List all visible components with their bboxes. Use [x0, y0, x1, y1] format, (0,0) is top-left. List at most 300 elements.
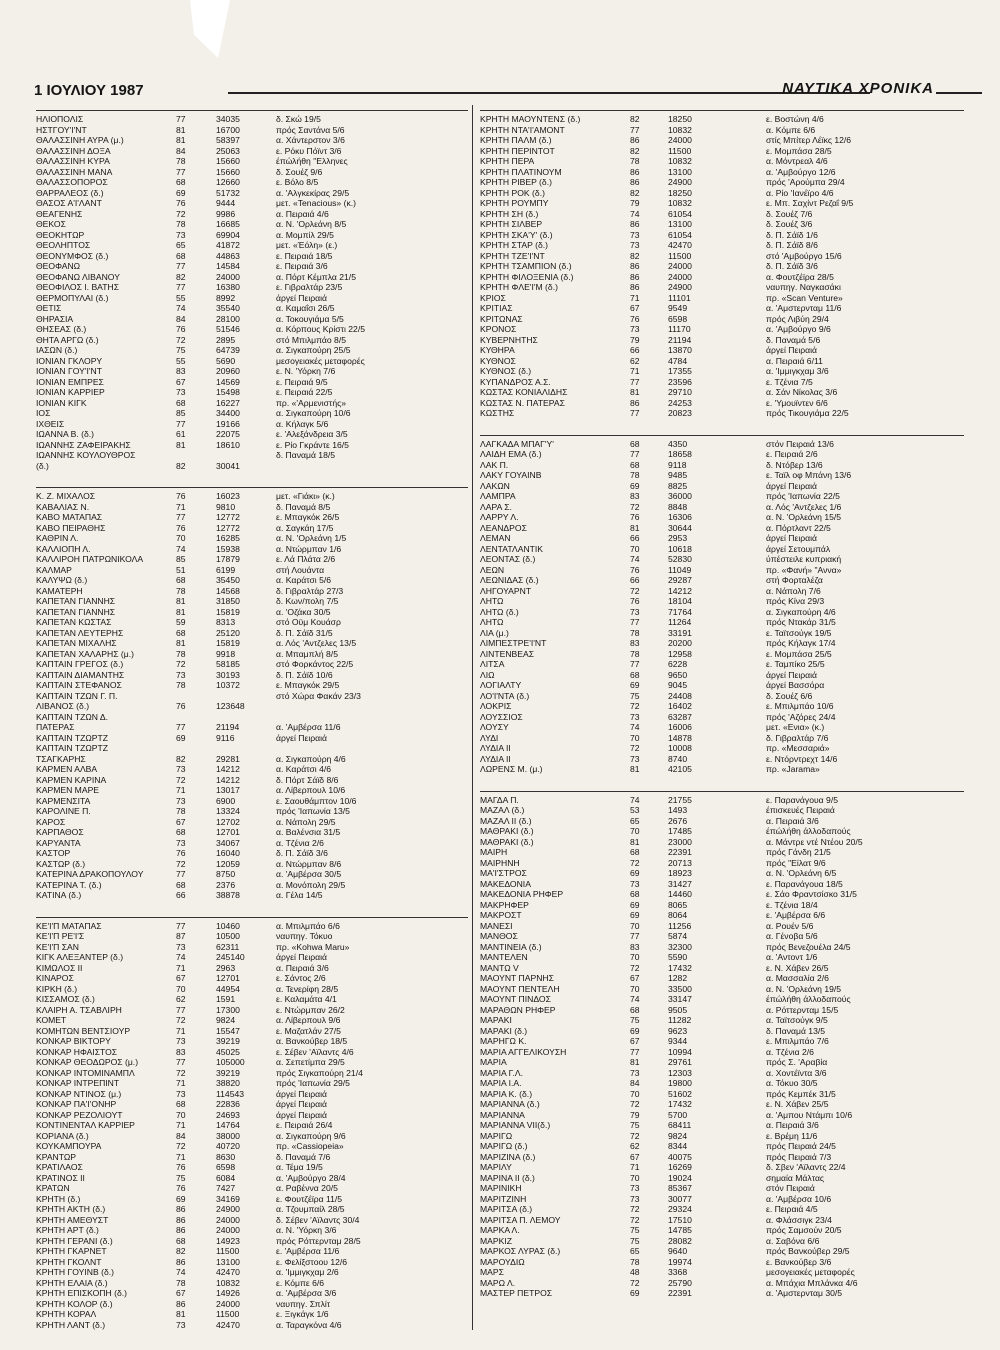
ship-row	[480, 649, 964, 660]
build-year: 70	[176, 1109, 186, 1120]
ship-row	[36, 869, 468, 880]
ship-name: ΚΡΗΤΗ ΓΕΡΑΝΙ (δ.)	[36, 1235, 113, 1246]
tonnage: 18923	[668, 868, 692, 878]
ship-row	[480, 963, 964, 974]
ship-row	[36, 230, 468, 241]
tonnage: 14212	[668, 585, 692, 596]
ship-status: ύπέστειλε κυπριακή	[766, 554, 842, 564]
ship-name: ΚΡΗΤΗ ΡΟΥΜΠΥ	[480, 198, 549, 208]
ship-row	[480, 146, 964, 157]
ship-name: ΜΑΡΑΘΩΝ ΡΗΦΕΡ	[480, 1004, 556, 1015]
build-year: 81	[176, 439, 186, 450]
ship-status: δ. Ντόβερ 13/6	[766, 459, 823, 470]
tonnage: 28082	[668, 1235, 692, 1246]
ship-row	[480, 387, 964, 398]
ship-status: α. Ντώρμπαν 8/6	[276, 858, 342, 869]
tonnage: 14926	[216, 1288, 240, 1298]
ship-row	[36, 659, 468, 670]
tonnage: 52830	[668, 554, 692, 564]
ship-name: ΚΡΗΤΗ ΚΟΡΑΛ	[36, 1309, 97, 1319]
tonnage: 13017	[216, 785, 240, 795]
ship-row	[480, 335, 964, 346]
ship-name: ΚΑΛΥΨΩ (δ.)	[36, 575, 88, 585]
tonnage: 8313	[216, 617, 236, 627]
ship-status: άργεί Σετουμπάλ	[766, 543, 831, 554]
ship-status: ε. Πειραιά 22/5	[276, 387, 333, 397]
ship-status: ε. Πειραιά 18/5	[276, 250, 333, 261]
tonnage: 6228	[668, 659, 688, 669]
ship-status: δ. Π. Σάϊδ 3/6	[276, 848, 328, 858]
ship-name: ΜΑΡΚΙΖ	[480, 1235, 512, 1246]
ship-row	[36, 586, 468, 597]
ship-status: α. Βανκούβερ 18/5	[276, 1036, 348, 1046]
ship-section	[480, 110, 964, 419]
ship-name: ΚΡΗΤΗ ΜΑΟΥΝΤΕΝΣ (δ.)	[480, 114, 581, 124]
ship-status: α. 'Αμβέρσα 30/5	[276, 869, 342, 879]
ship-row	[480, 188, 964, 199]
ship-row	[36, 240, 468, 251]
tonnage: 64739	[216, 345, 240, 355]
ship-row	[36, 796, 468, 807]
ship-name: ΛΥΔΙΑ ΙΙ	[480, 743, 511, 753]
ship-name: ΚΡΗΤΗ ΓΚΟΛΝΤ	[36, 1256, 102, 1267]
ship-status: ε. Λά Πλάτα 2/6	[276, 554, 336, 564]
ship-status: α. Μπάχια Μπλάνκα 4/6	[766, 1277, 858, 1288]
ship-status: πρός Σαμσούν 20/5	[766, 1225, 842, 1235]
tonnage: 24000	[216, 1225, 240, 1235]
ship-status: α. Γένοβα 5/6	[766, 931, 818, 941]
build-year: 51	[176, 564, 186, 575]
build-year: 74	[176, 543, 186, 554]
ship-row	[36, 303, 468, 314]
ship-row	[36, 817, 468, 828]
tonnage: 29287	[668, 575, 692, 585]
tonnage: 18658	[668, 449, 692, 459]
ship-status: α. Τέμα 19/5	[276, 1162, 323, 1172]
ship-section	[36, 917, 468, 1331]
ship-name: ΜΑΡΙΑ ΑΓΓΕΛΙΚΟΥΣΗ	[480, 1046, 567, 1057]
section-gap	[36, 901, 468, 917]
ship-row	[480, 617, 964, 628]
ship-status: δ. Σέβεν 'Αϊλαντς 30/4	[276, 1214, 360, 1225]
tonnage: 38000	[216, 1130, 240, 1141]
ship-row	[36, 544, 468, 555]
ship-row	[36, 387, 468, 398]
ship-status: ε. Καλαμάτα 4/1	[276, 994, 337, 1004]
ship-row	[36, 209, 468, 220]
build-year: 75	[630, 1120, 640, 1130]
ship-row	[36, 1257, 468, 1268]
ship-status: α. 'Αντοντ 1/6	[766, 952, 818, 962]
tonnage: 16700	[216, 124, 240, 135]
ship-row	[36, 984, 468, 995]
ship-status: ε. Βόλο 8/5	[276, 177, 319, 187]
build-year: 69	[630, 680, 640, 690]
ship-row	[36, 1099, 468, 1110]
ship-name: ΗΣΤΓΟΥ'Ι'ΝΤ	[36, 124, 87, 135]
build-year: 81	[630, 522, 640, 533]
tonnage: 14212	[216, 774, 240, 785]
ship-status: ε. Φελίξστοου 12/6	[276, 1256, 348, 1267]
tonnage: 10832	[668, 156, 692, 166]
tonnage: 21194	[668, 334, 692, 345]
tonnage: 16269	[668, 1162, 692, 1172]
ship-name: ΛΙΤΣΑ	[480, 659, 505, 669]
ship-row	[480, 408, 964, 419]
section-gap	[480, 775, 964, 791]
build-year: 72	[630, 1130, 640, 1141]
tonnage: 29324	[668, 1204, 692, 1214]
ship-name: ΛΑΓΚΑΔΑ ΜΠΑΓ'Υ'	[480, 438, 554, 449]
ship-name: ΛΑΚΩΝ	[480, 480, 510, 491]
ship-status: δ. Παναμά 8/5	[276, 501, 331, 512]
ship-name: ΙΟΝΙΑΝ ΓΟΥ'Ι'ΝΤ	[36, 366, 102, 376]
ship-name: ΜΑΡΙΤΖΙΝΗ	[480, 1193, 527, 1204]
ship-name: ΙΟΣ	[36, 408, 51, 418]
ship-name: ΜΑΓΔΑ Π.	[480, 794, 519, 805]
ship-row	[480, 1183, 964, 1194]
ship-status: δ. Σουέζ 6/6	[766, 690, 813, 701]
build-year: 73	[176, 1088, 186, 1099]
build-year: 71	[176, 1120, 186, 1130]
ship-status: ε. Πειραιά 3/6	[276, 261, 328, 271]
build-year: 74	[630, 722, 640, 732]
tonnage: 19800	[668, 1078, 692, 1088]
build-year: 62	[630, 1141, 640, 1151]
ship-status: α. Κόρπους Κρίστι 22/5	[276, 324, 365, 334]
ship-status: α. Ν. 'Ορλεάνη 19/5	[766, 983, 842, 994]
ship-name: ΚΡΗΤΗ ΦΙΛΟΞΕΝΙΑ (δ.)	[480, 271, 574, 282]
tonnage: 12303	[668, 1067, 692, 1078]
ship-name: ΜΑ'Ι'ΣΤΡΟΣ	[480, 868, 527, 878]
ship-status: άργεί Πειραιά	[276, 1109, 327, 1120]
tonnage: 22391	[668, 1288, 692, 1298]
build-year: 73	[630, 711, 640, 722]
build-year: 59	[176, 617, 186, 627]
tonnage: 15819	[216, 638, 240, 648]
ship-status: πρός Πειραιά 7/3	[766, 1151, 832, 1162]
ship-name: ΚΑΒΟ ΠΕΙΡΑΘΗΣ	[36, 522, 106, 533]
ship-name: ΚΡΗΤΗ ΓΚΑΡΝΕΤ	[36, 1246, 107, 1256]
ship-status: α. 'Αλγκεκίρας 29/5	[276, 187, 350, 198]
build-year	[176, 743, 216, 754]
tonnage: 44863	[216, 250, 240, 261]
ship-status: πρός Σαντάνα 5/6	[276, 124, 345, 135]
ship-status: πρ. «Scan Venture»	[766, 292, 843, 303]
ship-status: α. Γέλα 14/5	[276, 890, 323, 900]
ship-status: α. Χοντέϊντα 3/6	[766, 1067, 827, 1078]
ship-name: (δ.)	[36, 460, 49, 471]
ship-row	[36, 848, 468, 859]
tonnage: 35540	[216, 303, 240, 313]
ship-name: ΚΟΝΚΑΡ ΝΤΙΝΟΣ (μ.)	[36, 1088, 122, 1099]
build-year: 78	[176, 680, 186, 690]
ship-row	[480, 1267, 964, 1278]
build-year: 72	[630, 743, 640, 753]
tonnage: 25790	[668, 1277, 692, 1288]
build-year: 68	[176, 879, 186, 890]
tonnage: 33147	[668, 994, 692, 1004]
build-year: 67	[176, 376, 186, 387]
ship-row	[36, 691, 468, 702]
ship-name: ΛΥΔΙ	[480, 732, 499, 743]
ship-status: δ. Σκώ 19/5	[276, 114, 321, 124]
tonnage: 16306	[668, 512, 692, 522]
header-rule	[228, 92, 870, 94]
ship-name: ΛΙΝΤΕΝΒΕΑΣ	[480, 648, 535, 659]
tonnage: 24408	[668, 690, 692, 701]
build-year: 75	[176, 345, 186, 355]
build-year	[176, 450, 216, 461]
ship-row	[36, 565, 468, 576]
build-year: 73	[630, 1067, 640, 1078]
ship-status: ε. 'Αμβέρσα 6/6	[766, 910, 826, 920]
ship-row	[480, 1173, 964, 1184]
ship-status: α. Σαγκάη 17/5	[276, 522, 334, 533]
build-year: 68	[176, 575, 186, 585]
build-year: 72	[630, 1204, 640, 1214]
tonnage: 24900	[668, 177, 692, 187]
ship-name: ΚΑΜΑΤΕΡΗ	[36, 585, 83, 596]
tonnage: 51546	[216, 324, 240, 334]
ship-row	[36, 135, 468, 146]
build-year: 84	[176, 145, 186, 156]
build-year: 86	[630, 135, 640, 145]
ship-name: ΜΑΙΡΗ	[480, 847, 508, 857]
build-year: 72	[176, 334, 186, 345]
ship-row	[36, 554, 468, 565]
build-year: 83	[630, 638, 640, 648]
ship-name: ΚΑΠΤΑΙΝ ΤΖΩΡΤΖ	[36, 732, 108, 743]
ship-name: ΚΑΡΜΕΝ ΑΛΒΑ	[36, 764, 98, 774]
ship-status: α. Σιγκαπούρη 25/5	[276, 345, 351, 355]
build-year: 62	[630, 355, 640, 366]
tonnage: 16227	[216, 397, 240, 408]
ship-name: ΘΕΤΙΣ	[36, 303, 62, 313]
ship-row	[480, 826, 964, 837]
ship-name: ΚΑΠΕΤΑΝ ΚΩΣΤΑΣ	[36, 617, 112, 627]
ship-status: πρός Σιγκαπούρη 21/4	[276, 1067, 363, 1078]
ship-status: δ. Πόρτ Σάϊδ 8/6	[276, 774, 339, 785]
ship-section	[36, 110, 468, 471]
ship-row	[36, 398, 468, 409]
ship-name: ΜΑΟΥΝΤ ΠΙΝΔΟΣ	[480, 994, 551, 1004]
ship-status: α. Πόρτλαντ 22/5	[766, 522, 831, 533]
ship-status	[276, 712, 468, 723]
tonnage: 12059	[216, 858, 240, 869]
ship-row	[480, 293, 964, 304]
ship-row	[480, 1194, 964, 1205]
ship-name: ΘΑΛΑΣΣΙΝΗ ΑΥΡΑ (μ.)	[36, 135, 124, 145]
tonnage: 17432	[668, 1099, 692, 1109]
build-year: 82	[630, 114, 640, 124]
ship-name: ΚΡΗΤΗ ΡΙΒΕΡ (δ.)	[480, 177, 552, 187]
ship-row	[36, 512, 468, 523]
ship-status: δ. Π. Σάϊδ 10/6	[276, 669, 333, 680]
ship-status: ε. Ξιγκάγκ 1/6	[276, 1309, 329, 1319]
ship-row	[480, 261, 964, 272]
tonnage: 11264	[668, 617, 692, 627]
ship-section	[480, 791, 964, 1299]
build-year: 77	[176, 261, 186, 271]
build-year: 71	[630, 292, 640, 303]
tonnage: 10618	[668, 543, 692, 554]
build-year: 76	[176, 324, 186, 334]
build-year: 86	[630, 177, 640, 187]
build-year: 74	[176, 1267, 186, 1277]
ship-row	[480, 942, 964, 953]
ship-name: ΚΩΣΤΑΣ ΚΟΝΙΑΛΙΔΗΣ	[480, 387, 568, 397]
tonnage: 30644	[668, 522, 692, 533]
build-year: 71	[176, 1151, 186, 1162]
tonnage: 9650	[668, 669, 688, 680]
ship-row	[480, 858, 964, 869]
ship-status: άργεί Πειραιά	[766, 533, 817, 543]
ship-status: ε. Γιβραλτάρ 23/5	[276, 282, 343, 292]
ship-status: πρ. «'Αρμενιστής»	[276, 397, 347, 408]
tonnage: 29281	[216, 753, 240, 764]
ship-name: ΙΧΘΕΙΣ	[36, 418, 65, 429]
tonnage: 10500	[216, 931, 240, 941]
ship-row	[36, 502, 468, 513]
ship-status: μεσογειακές μεταφορές	[766, 1267, 855, 1277]
ship-row	[480, 1204, 964, 1215]
tonnage: 10994	[668, 1046, 692, 1057]
build-year: 74	[176, 303, 186, 313]
ship-name: ΘΗΣΕΑΣ (δ.)	[36, 324, 87, 334]
ship-row	[480, 764, 964, 775]
ship-name: ΚΑΠΕΤΑΝ ΓΙΑΝΝΗΣ	[36, 596, 116, 606]
tonnage: 18104	[668, 596, 692, 606]
tonnage: 14785	[668, 1225, 692, 1235]
ship-status: στό Φορκάντος 22/5	[276, 659, 354, 669]
build-year: 72	[176, 208, 186, 219]
ship-name: ΤΣΑΓΚΑΡΗΣ	[36, 753, 86, 764]
build-year: 81	[176, 606, 186, 617]
ship-status: άργεί Πειραιά	[276, 292, 327, 303]
tonnage: 9918	[216, 648, 236, 659]
build-year: 79	[630, 334, 640, 345]
ship-status: α. Πειραιά 3/6	[766, 815, 819, 826]
ship-name: ΜΑΚΡΟΣΤ	[480, 910, 522, 920]
ship-status: α. Σαβόνα 6/6	[766, 1235, 820, 1246]
ship-status: α. Μομπίλ 29/5	[276, 229, 334, 240]
tonnage: 8065	[668, 899, 688, 910]
ship-row	[480, 1026, 964, 1037]
ship-row	[36, 461, 468, 472]
tonnage: 8630	[216, 1151, 236, 1162]
ship-row	[36, 617, 468, 628]
ship-row	[480, 733, 964, 744]
ship-row	[36, 324, 468, 335]
ship-row	[480, 167, 964, 178]
ship-name: ΚΡΑΤΩΝ	[36, 1183, 70, 1193]
ship-status: στή Φορταλέζα	[766, 575, 823, 585]
ship-status: στόν Πειραιά	[766, 1183, 815, 1193]
ship-status: α. 'Αμστερνταμ 30/5	[766, 1288, 843, 1298]
ship-name: ΚΟΝΤΙΝΕΝΤΑΛ ΚΑΡΡΙΕΡ	[36, 1120, 135, 1130]
ship-row	[480, 470, 964, 481]
ship-status: στό 'Αμβούργο 15/6	[766, 250, 842, 261]
tonnage: 36000	[668, 491, 692, 501]
ship-name: ΜΑΡΙΤΣΑ Π. ΛΕΜΟΥ	[480, 1214, 561, 1225]
ship-row	[480, 816, 964, 827]
tonnage: 10832	[668, 198, 692, 208]
ship-status: α. Σάν Νίκολας 3/6	[766, 387, 838, 397]
ship-row	[36, 1047, 468, 1058]
ship-name: ΜΑΡΙΑ Κ. (δ.)	[480, 1088, 533, 1099]
tonnage: 30041	[216, 460, 240, 471]
build-year: 74	[630, 994, 640, 1004]
tonnage	[216, 712, 276, 723]
ship-name: ΛΕΩΝΙΔΑΣ (δ.)	[480, 575, 539, 585]
ship-name: ΚΑΡΜΕΝ ΚΑΡΙΝΑ	[36, 774, 107, 785]
ship-name: ΚΑΘΡΙΝ Λ.	[36, 533, 79, 543]
ship-status: α. 'Αμβούργο 9/6	[766, 324, 831, 334]
ship-row	[36, 806, 468, 817]
ship-row	[36, 366, 468, 377]
ship-row	[480, 251, 964, 262]
tonnage: 11282	[668, 1015, 692, 1025]
build-year: 77	[176, 512, 186, 522]
ship-row	[480, 114, 964, 125]
ship-name: ΚΟΥΚΑΜΠΟΥΡΑ	[36, 1141, 102, 1151]
ship-row	[36, 450, 468, 461]
tonnage: 13100	[216, 1256, 240, 1267]
ship-name: ΚΡΗΤΗ ΑΡΤ (δ.)	[36, 1225, 99, 1235]
ship-name: ΚΛΑΙΡΗ Α. ΤΣΑΒΛΙΡΗ	[36, 1004, 122, 1015]
tonnage: 12772	[216, 512, 240, 522]
build-year: 73	[176, 795, 186, 806]
build-year: 73	[630, 240, 640, 250]
build-year: 69	[176, 1193, 186, 1204]
ship-status: ε. Βανκούβερ 3/6	[766, 1256, 832, 1267]
ship-row	[480, 1236, 964, 1247]
build-year: 66	[630, 533, 640, 543]
build-year: 77	[630, 376, 640, 387]
ship-status: ε. Ν. Χάβεν 25/5	[766, 1099, 829, 1109]
ship-status: α. Τόκυο 30/5	[766, 1078, 818, 1088]
build-year: 78	[630, 470, 640, 480]
build-year: 79	[630, 1109, 640, 1120]
ship-name: ΚΑΤΕΡΙΝΑ Τ. (δ.)	[36, 879, 102, 890]
ship-row	[480, 377, 964, 388]
ship-name: ΙΟΝΙΑΝ ΚΙΓΚ	[36, 397, 87, 408]
ship-status: ε. Πειραιά 9/5	[276, 376, 328, 387]
build-year: 67	[630, 303, 640, 313]
tonnage: 30193	[216, 669, 240, 680]
ship-name: ΚΙΓΚ ΑΛΕΞΑΝΤΕΡ (δ.)	[36, 952, 124, 962]
ship-name: ΜΑΡΟΥΔΙΩ	[480, 1256, 525, 1267]
torn-corner	[190, 0, 230, 58]
build-year: 72	[176, 1141, 186, 1151]
tonnage: 21194	[216, 722, 240, 732]
ship-row	[36, 272, 468, 283]
ship-row	[480, 1278, 964, 1289]
tonnage: 3368	[668, 1267, 688, 1277]
ship-name: ΚΟΝΚΑΡ ΒΙΚΤΟΡΥ	[36, 1036, 111, 1046]
tonnage: 12701	[216, 973, 240, 983]
build-year: 55	[176, 292, 186, 303]
ship-status: ε. Παρανάγουα 9/5	[766, 794, 838, 805]
ship-name: ΚΥΠΑΝΔΡΟΣ Α.Σ.	[480, 376, 551, 387]
tonnage: 39219	[216, 1067, 240, 1078]
build-year: 61	[176, 429, 186, 439]
ship-status: α. Νάπολη 7/6	[766, 585, 821, 596]
build-year: 68	[176, 1099, 186, 1109]
tonnage: 69904	[216, 229, 240, 240]
ship-row	[36, 952, 468, 963]
